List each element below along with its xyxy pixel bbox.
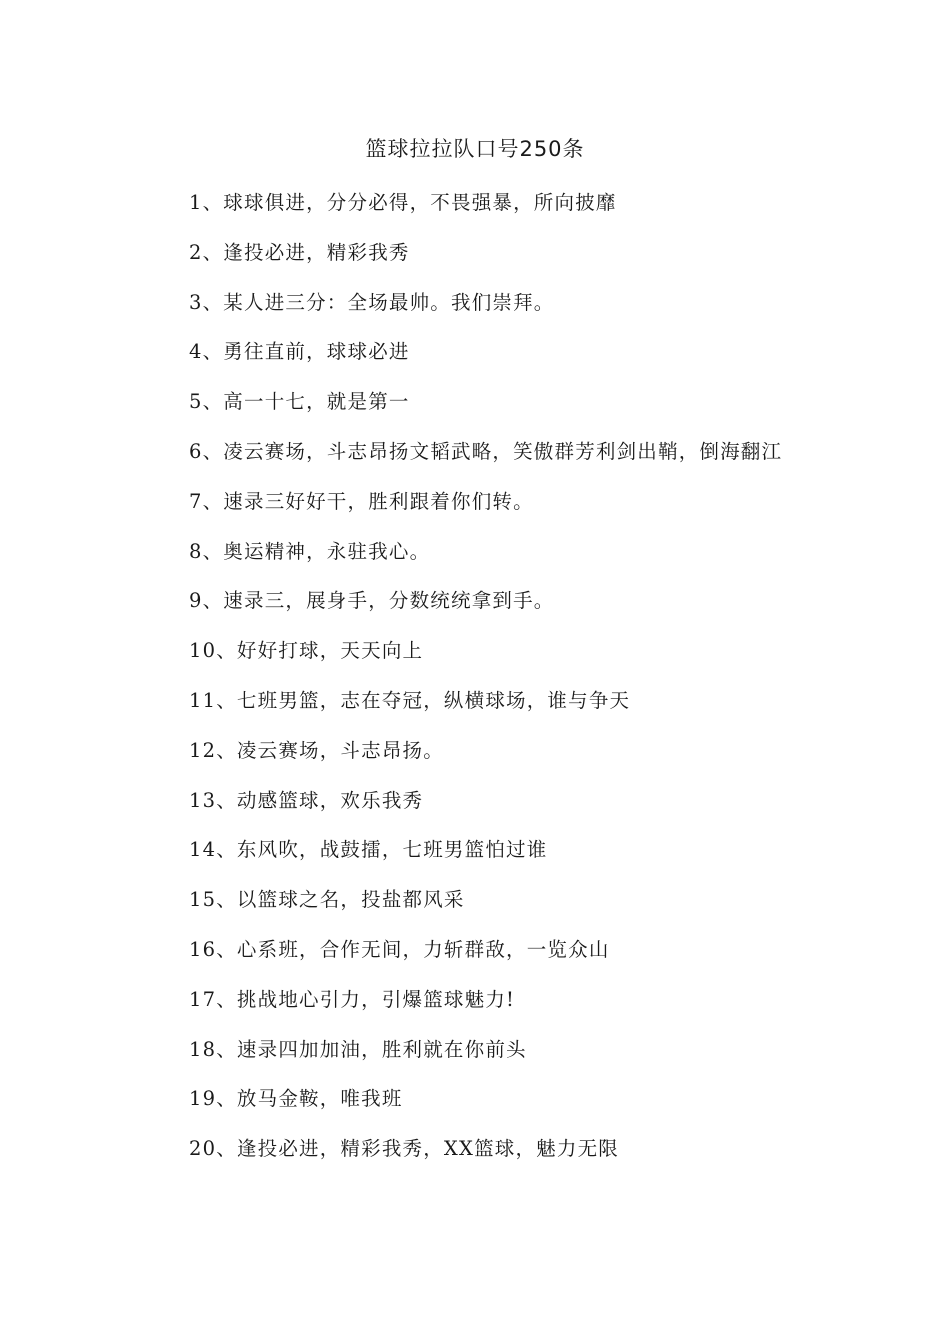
list-item: 9、速录三，展身手，分数统统拿到手。 [189, 589, 555, 613]
list-item: 17、挑战地心引力，引爆篮球魅力! [189, 987, 516, 1011]
list-item: 14、东风吹，战鼓擂，七班男篮怕过谁 [189, 838, 548, 862]
list-item: 2、逢投必进，精彩我秀 [189, 240, 410, 264]
list-item: 1、球球俱进，分分必得，不畏强暴，所向披靡 [189, 191, 617, 214]
list-item: 16、心系班，合作无间，力斩群敌，一览众山 [189, 937, 610, 961]
list-item: 8、奥运精神，永驻我心。 [189, 539, 431, 563]
list-item: 10、好好打球，天天向上 [189, 639, 424, 663]
list-item: 18、速录四加加油，胜利就在你前头 [189, 1037, 527, 1061]
list-item: 20、逢投必进，精彩我秀，XX篮球，魅力无限 [189, 1137, 619, 1161]
document-title: 篮球拉拉队口号250条 [365, 137, 585, 161]
list-item: 5、高一十七，就是第一 [189, 390, 410, 414]
list-item: 3、某人进三分：全场最帅。我们崇拜。 [189, 290, 555, 314]
list-item: 6、凌云赛场，斗志昂扬文韬武略，笑傲群芳利剑出鞘，倒海翻江 [189, 439, 783, 463]
list-item: 19、放马金鞍，唯我班 [189, 1087, 403, 1111]
list-item: 11、七班男篮，志在夺冠，纵横球场，谁与争天 [189, 688, 631, 712]
slogan-list [145, 178, 810, 1174]
list-item: 15、以篮球之名，投盐都风采 [189, 888, 465, 912]
list-item: 4、勇往直前，球球必进 [189, 340, 410, 364]
list-item: 7、速录三好好干，胜利跟着你们转。 [189, 489, 534, 513]
list-item: 13、动感篮球，欢乐我秀 [189, 788, 424, 812]
list-item: 12、凌云赛场，斗志昂扬。 [189, 738, 444, 762]
